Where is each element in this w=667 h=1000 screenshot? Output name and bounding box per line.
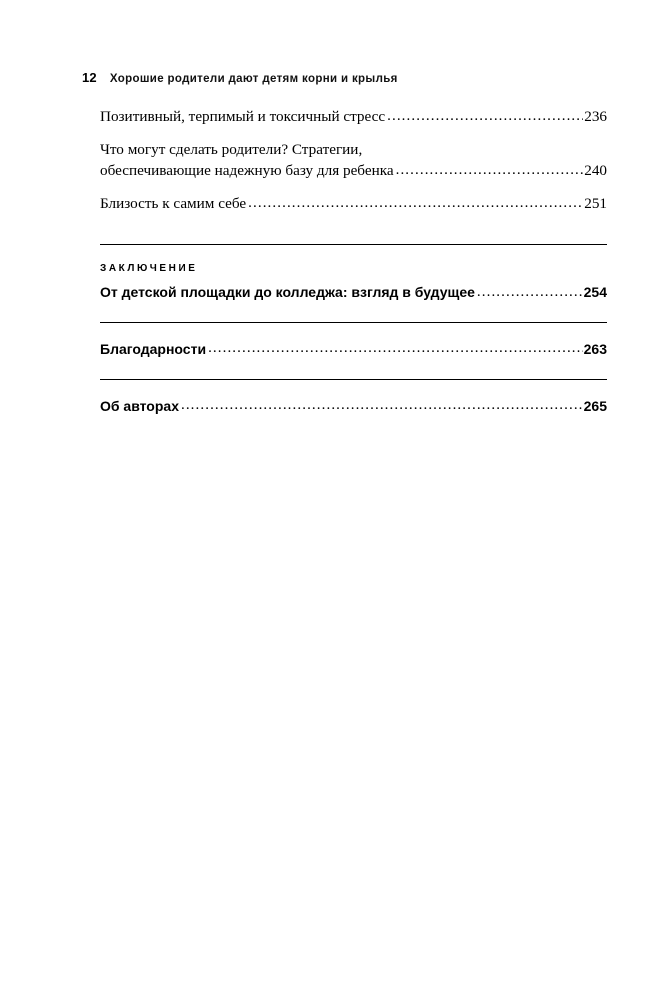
toc-entry-label: От детской площадки до колледжа: взгляд в будущее: [100, 284, 475, 301]
toc-entry-label: Об авторах: [100, 398, 179, 415]
running-head: [82, 70, 607, 85]
toc-entry: [100, 340, 607, 360]
toc-back-matter-acknowledgements: [100, 322, 607, 360]
toc-entry-label: Позитивный, терпимый и токсичный стресс: [100, 108, 386, 125]
dot-leader: [387, 112, 583, 127]
toc-entry: [100, 106, 607, 128]
toc-section-conclusion: [100, 244, 607, 303]
toc-entry-label-line1: Что могут сделать родители? Стратегии,: [100, 140, 363, 158]
dot-leader: [181, 403, 583, 417]
dot-leader: [396, 167, 584, 182]
running-head-title: Хорошие родители дают детям корни и крылья: [109, 73, 398, 85]
toc-entry-page: 265: [583, 398, 607, 415]
toc-entry-label: Близость к самим себе: [100, 194, 247, 212]
page-folio: 12: [82, 70, 97, 85]
toc-back-matter-authors: [100, 379, 607, 417]
toc-entry: [100, 397, 607, 417]
toc-entry-page: 254: [583, 284, 607, 301]
toc-entry-page: 240: [584, 162, 607, 180]
toc-entry-label: Благодарности: [100, 341, 207, 358]
toc-entry: [100, 139, 607, 182]
dot-leader: [248, 199, 583, 214]
toc-entry-page: 251: [584, 194, 607, 212]
section-kicker: ЗАКЛЮЧЕНИЕ: [100, 263, 198, 275]
toc-entry-page: 236: [584, 108, 607, 125]
toc-entry-label-line2: обеспечивающие надежную базу для ребенка: [100, 162, 394, 180]
dot-leader: [477, 289, 583, 303]
dot-leader: [208, 346, 583, 360]
toc-entry: [100, 193, 607, 215]
toc-entry-page: 263: [583, 341, 607, 358]
table-of-contents: [100, 106, 607, 417]
toc-entry: [100, 283, 607, 303]
